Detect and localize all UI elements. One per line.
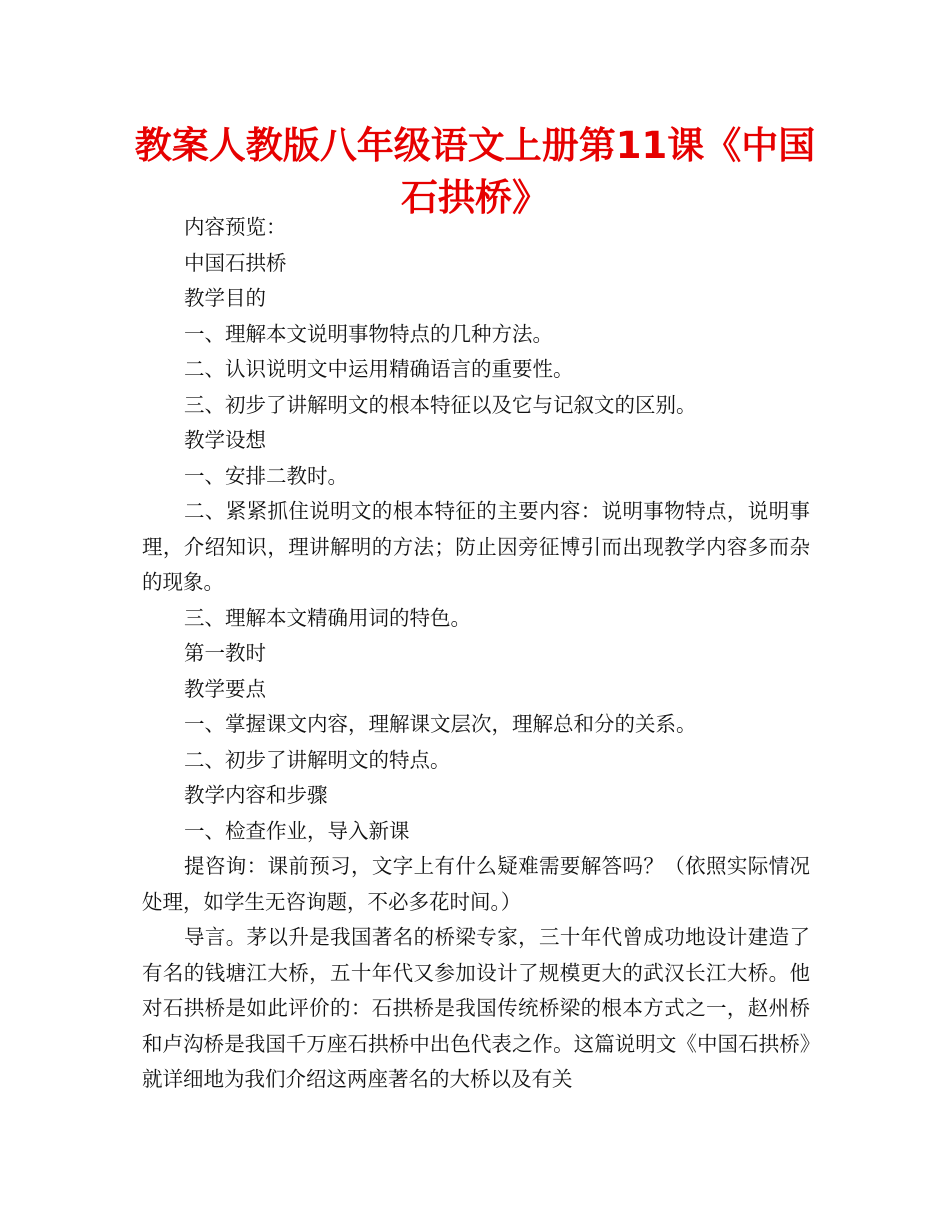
paragraph-goal-2: 二、认识说明文中运用精确语言的重要性。 bbox=[184, 357, 574, 381]
paragraph-question: 提咨询：课前预习，文字上有什么疑难需要解答吗？（依照实际情况处理，如学生无咨询题，不必多花时间。） bbox=[142, 854, 810, 914]
paragraph-goal-1: 一、理解本文说明事物特点的几种方法。 bbox=[184, 321, 553, 346]
paragraph-key-point-2: 二、初步了讲解明文的特点。 bbox=[184, 747, 451, 772]
paragraph-plan-2: 二、紧紧抓住说明文的根本特征的主要内容：说明事物特点，说明事理，介绍知识，理讲解明的方法；防止因旁征博引而出现教学内容多而杂的现象。 bbox=[142, 499, 810, 594]
heading-teaching-plan: 教学设想 bbox=[184, 428, 266, 452]
paragraph-preview-label: 内容预览： bbox=[184, 215, 287, 239]
heading-content-steps: 教学内容和步骤 bbox=[184, 783, 328, 807]
document-title: 教案人教版八年级语文上册第11课《中国石拱桥》 bbox=[134, 124, 816, 219]
paragraph-key-point-1: 一、掌握课文内容，理解课文层次，理解总和分的关系。 bbox=[184, 712, 697, 736]
paragraph-lesson-name: 中国石拱桥 bbox=[184, 250, 287, 275]
paragraph-goal-3: 三、初步了讲解明文的根本特征以及它与记叙文的区别。 bbox=[184, 392, 697, 417]
heading-first-session: 第一教时 bbox=[184, 641, 266, 665]
heading-key-points: 教学要点 bbox=[184, 676, 266, 701]
paragraph-plan-1: 一、安排二教时。 bbox=[184, 463, 348, 488]
paragraph-plan-3: 三、理解本文精确用词的特色。 bbox=[184, 605, 471, 630]
paragraph-introduction: 导言。茅以升是我国著名的桥梁专家，三十年代曾成功地设计建造了有名的钱塘江大桥，五十年代又参加设计了规模更大的武汉长江大桥。他对石拱桥是如此评价的：石拱桥是我国传统桥梁的根本方式之一，赵州桥和卢沟桥是我国千万座石拱桥中出色代表之作。这篇说明文《中国石拱桥》就详细地为我们介绍这两座著名的大桥以及有关 bbox=[142, 925, 810, 1091]
paragraph-step-1: 一、检查作业，导入新课 bbox=[184, 818, 410, 843]
heading-teaching-goals: 教学目的 bbox=[184, 286, 266, 310]
document-body bbox=[142, 210, 810, 1098]
